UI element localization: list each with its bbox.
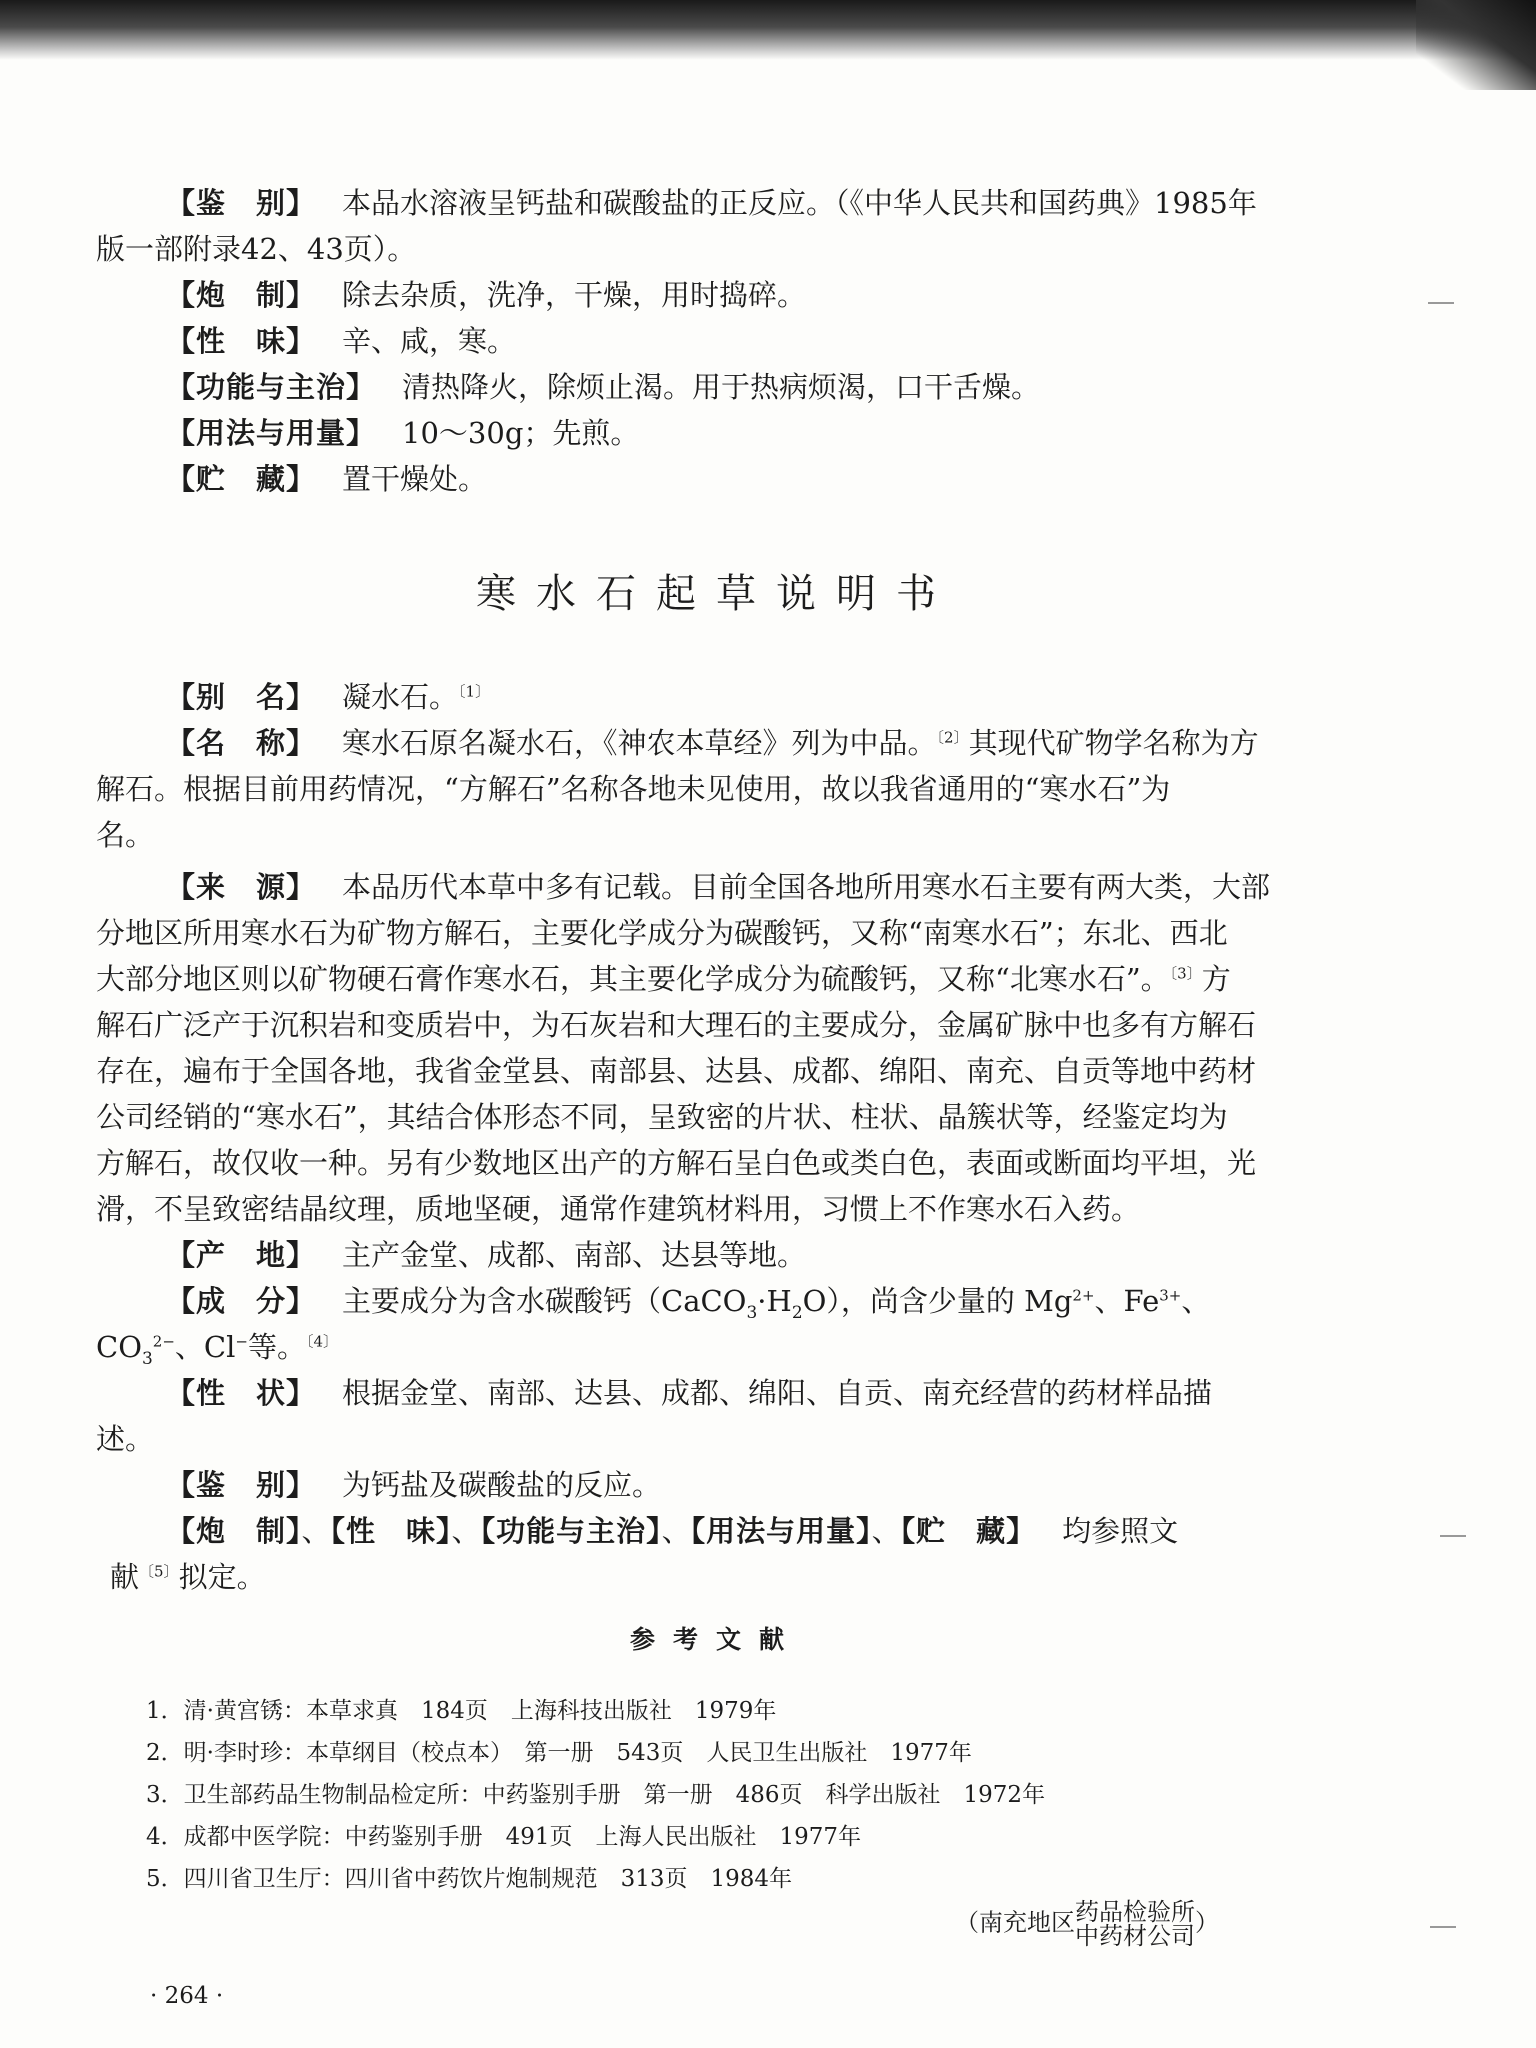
text: 献 xyxy=(110,1560,140,1594)
citation: 〔2〕 xyxy=(936,728,969,747)
citation: 〔5〕 xyxy=(139,1562,179,1581)
reference-item: 3．卫生部药品生物制品检定所：中药鉴别手册 第一册 486页 科学出版社 1972年 xyxy=(146,1782,1046,1808)
label: 【贮 藏】 xyxy=(900,1514,1037,1548)
text: 为钙盐及碳酸盐的反应。 xyxy=(342,1468,662,1502)
text: 凝水石。 xyxy=(342,680,459,714)
label: 【性 味】 xyxy=(166,324,317,358)
text: 辛、咸，寒。 xyxy=(342,324,517,358)
separator: 、 xyxy=(301,1514,331,1548)
last-paragraph xyxy=(96,1508,1336,1554)
text: 大部分地区则以矿物硬石膏作寒水石，其主要化学成分为硫酸钙，又称“北寒水石”。 xyxy=(96,962,1170,996)
mingcheng xyxy=(96,720,1336,766)
text: 方 xyxy=(1201,962,1231,996)
separator: 、 xyxy=(451,1514,481,1548)
bieming xyxy=(96,674,1336,720)
laiyuan-l7: 方解石，故仅收一种。另有少数地区出产的方解石呈白色或类白色，表面或断面均平坦，光 xyxy=(96,1146,1257,1180)
citation: 〔1〕 xyxy=(458,682,491,701)
last-paragraph-l2 xyxy=(96,1554,1336,1600)
separator: 、 xyxy=(661,1514,691,1548)
xingzhuang xyxy=(96,1370,1336,1416)
text: 置干燥处。 xyxy=(342,462,488,496)
label: 【名 称】 xyxy=(166,726,317,760)
text: 、 xyxy=(1181,1284,1211,1318)
superscript: − xyxy=(235,1332,248,1351)
label: 【性 状】 xyxy=(166,1376,317,1410)
mingcheng-l2: 解石。根据目前用药情况，“方解石”名称各地未见使用，故以我省通用的“寒水石”为 xyxy=(96,772,1171,806)
text: 本品历代本草中多有记载。目前全国各地所用寒水石主要有两大类，大部 xyxy=(342,870,1271,904)
label: 【成 分】 xyxy=(166,1284,317,1318)
jianbie xyxy=(96,1462,1336,1508)
laiyuan-l6: 公司经销的“寒水石”，其结合体形态不同，呈致密的片状、柱状、晶簇状等，经鉴定均为 xyxy=(96,1100,1228,1134)
laiyuan-l8: 滑，不呈致密结晶纹理，质地坚硬，通常作建筑材料用，习惯上不作寒水石入药。 xyxy=(96,1192,1141,1226)
label: 【别 名】 xyxy=(166,680,317,714)
laiyuan-l5: 存在，遍布于全国各地，我省金堂县、南部县、达县、成都、绵阳、南充、自贡等地中药材 xyxy=(96,1054,1257,1088)
prev-xingwei xyxy=(96,318,1336,364)
scan-mark xyxy=(1428,302,1454,304)
reference-item: 5．四川省卫生厅：四川省中药饮片炮制规范 313页 1984年 xyxy=(146,1866,793,1892)
laiyuan-l2: 分地区所用寒水石为矿物方解石，主要化学成分为碳酸钙，又称“南寒水石”；东北、西北 xyxy=(96,916,1228,950)
subscript: 3 xyxy=(746,1302,758,1323)
references-list xyxy=(96,1690,1336,1900)
separator: 、 xyxy=(871,1514,901,1548)
org-top: 药品检验所 xyxy=(1075,1898,1195,1926)
org-open: （南充地区 xyxy=(955,1908,1075,1937)
chengfen xyxy=(96,1278,1336,1324)
text: 寒水石原名凝水石，《神农本草经》列为中品。 xyxy=(342,726,937,760)
main-body xyxy=(96,674,1336,1600)
references-title: 参考文献 xyxy=(629,1625,802,1654)
text: 其现代矿物学名称为方 xyxy=(968,726,1259,760)
laiyuan-l4: 解石广泛产于沉积岩和变质岩中，为石灰岩和大理石的主要成分，金属矿脉中也多有方解石 xyxy=(96,1008,1257,1042)
org-close: ） xyxy=(1195,1908,1219,1937)
prev-gongneng xyxy=(96,364,1336,410)
xingzhuang-l2: 述。 xyxy=(96,1422,155,1456)
text: 主产金堂、成都、南部、达县等地。 xyxy=(342,1238,807,1272)
prev-zhucang xyxy=(96,456,1336,502)
prev-jianbie-cont: 版一部附录42、43页）。 xyxy=(96,232,417,266)
prev-jianbie xyxy=(96,180,1336,226)
text: 10～30g；先煎。 xyxy=(402,416,640,450)
superscript: 2+ xyxy=(1072,1286,1095,1305)
scan-edge-shadow xyxy=(0,0,1536,60)
text: 、Fe xyxy=(1094,1284,1160,1318)
prev-yongfa xyxy=(96,410,1336,456)
label: 【性 味】 xyxy=(330,1514,452,1548)
subscript: 3 xyxy=(141,1348,153,1369)
text: ·H xyxy=(757,1284,792,1318)
laiyuan-l3 xyxy=(96,956,1336,1002)
text: CO xyxy=(96,1330,142,1364)
label: 【用法与用量】 xyxy=(166,416,377,450)
reference-item: 1．清·黄宫锈：本草求真 184页 上海科技出版社 1979年 xyxy=(146,1698,777,1724)
text: 本品水溶液呈钙盐和碳酸盐的正反应。（《中华人民共和国药典》1985年 xyxy=(342,186,1257,220)
chandi xyxy=(96,1232,1336,1278)
page-number: · 264 · xyxy=(150,1983,224,2009)
text: 均参照文 xyxy=(1062,1514,1179,1548)
reference-item: 2．明·李时珍：本草纲目（校点本） 第一册 543页 人民卫生出版社 1977年 xyxy=(146,1740,972,1766)
label: 【炮 制】 xyxy=(166,278,317,312)
label: 【产 地】 xyxy=(166,1238,317,1272)
document-title: 寒水石起草说明书 xyxy=(476,571,956,617)
text: 等。 xyxy=(247,1330,306,1364)
label: 【鉴 别】 xyxy=(166,186,317,220)
chengfen-l2 xyxy=(96,1324,1336,1370)
label: 【贮 藏】 xyxy=(166,462,317,496)
label: 【炮 制】 xyxy=(166,1514,302,1548)
document-page xyxy=(96,180,1336,1900)
org-stack xyxy=(1075,1900,1195,1948)
superscript: 2− xyxy=(152,1332,175,1351)
laiyuan xyxy=(96,864,1336,910)
org-bottom: 中药材公司 xyxy=(1075,1922,1195,1950)
subscript: 2 xyxy=(791,1302,803,1323)
label: 【功能与主治】 xyxy=(480,1514,662,1548)
text: 主要成分为含水碳酸钙（CaCO xyxy=(342,1284,747,1318)
scan-mark xyxy=(1440,1535,1466,1537)
text: 、Cl xyxy=(174,1330,236,1364)
prev-paozhi xyxy=(96,272,1336,318)
text: 拟定。 xyxy=(178,1560,266,1594)
text: 根据金堂、南部、达县、成都、绵阳、自贡、南充经营的药材样品描 xyxy=(342,1376,1213,1410)
superscript: 3+ xyxy=(1159,1286,1182,1305)
scan-corner-shadow xyxy=(1416,0,1536,90)
text: 清热降火，除烦止渴。用于热病烦渴，口干舌燥。 xyxy=(402,370,1041,404)
citation: 〔4〕 xyxy=(305,1332,339,1351)
prev-section xyxy=(96,180,1336,502)
scan-mark xyxy=(1430,1926,1456,1928)
text: 除去杂质，洗净，干燥，用时捣碎。 xyxy=(342,278,807,312)
text: O），尚含少量的 Mg xyxy=(802,1284,1073,1318)
reference-item: 4．成都中医学院：中药鉴别手册 491页 上海人民出版社 1977年 xyxy=(146,1824,862,1850)
author-organization xyxy=(955,1900,1219,1948)
label: 【功能与主治】 xyxy=(166,370,377,404)
label: 【来 源】 xyxy=(166,870,317,904)
label: 【用法与用量】 xyxy=(690,1514,872,1548)
mingcheng-l3: 名。 xyxy=(96,818,155,852)
citation: 〔3〕 xyxy=(1169,964,1202,983)
label: 【鉴 别】 xyxy=(166,1468,317,1502)
